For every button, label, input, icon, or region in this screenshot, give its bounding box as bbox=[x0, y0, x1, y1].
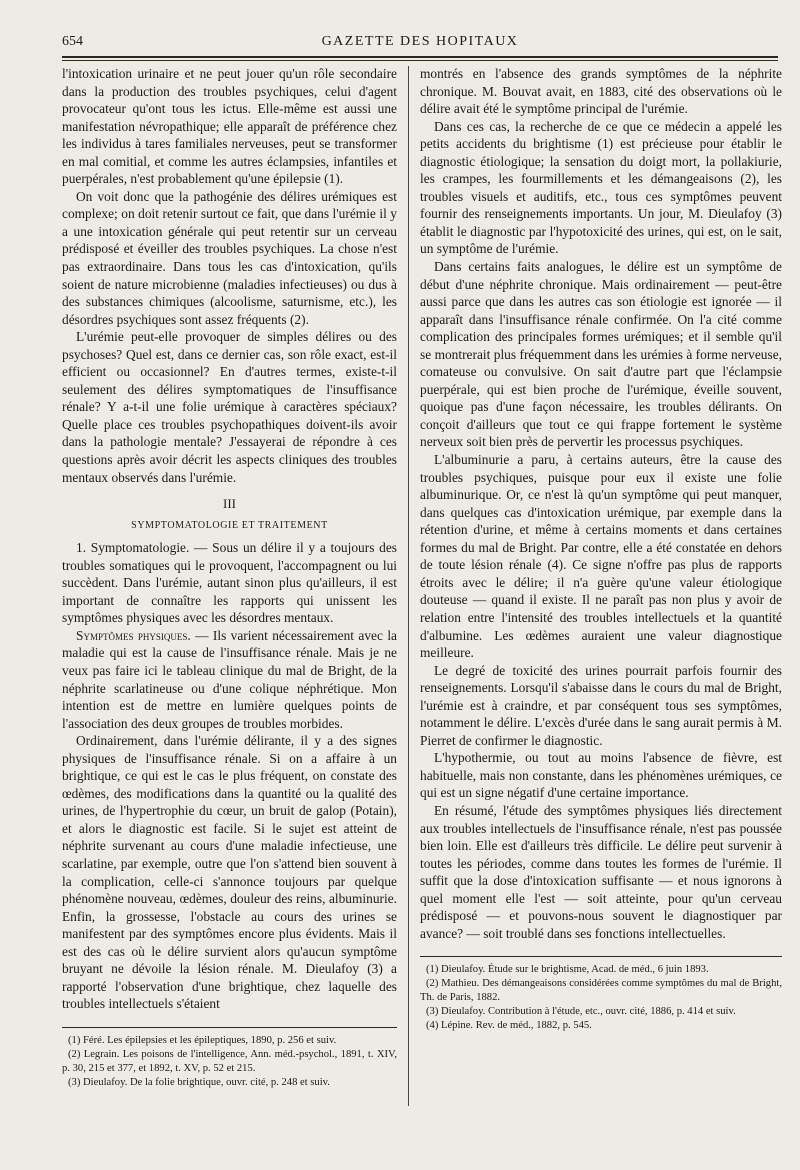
page-header bbox=[62, 34, 778, 58]
paragraph: En résumé, l'étude des symptômes physiques liés directement aux troubles intellectuels de l'insuffisance rénale, n'est pas poussée bien loin. Elle est d'ailleurs très difficile. Le délire peut survenir à toutes les périodes, comme dans toutes les formes de l'urémie. Il suffit que la dose d'intoxication suffisante — et nous ignorons à quel moment elle l'est — soit atteinte, pour qu'un cerveau prédisposé — et pouvons-nous souvent le diagnostiquer par avance? — soit troublé dans ses fonctions intellectuelles. bbox=[420, 802, 782, 941]
paragraph: Le degré de toxicité des urines pourrait parfois fournir des renseignements. Lorsqu'il s'abaisse dans le cours du mal de Bright, l'urémie est à craindre, et par conséquent tous ses symptômes, notamment le délire. L'excès d'urée dans le sang aurait permis à M. Pierret de confirmer le diagnostic. bbox=[420, 662, 782, 748]
footnote: (1) Dieulafoy. Étude sur le brightisme, Acad. de méd., 6 juin 1893. bbox=[426, 964, 709, 976]
paragraph-body: — Ils varient nécessairement avec la maladie qui est la cause de l'insuffisance rénale. Mais je ne veux pas faire ici le tableau clinique du mal de Bright, de la néphrite scarlatineuse ou d'une colique néphrétique. Mon intention est de mettre en lumière quelques points de l'association des deux groupes de troubles morbides. bbox=[62, 627, 397, 731]
header-rule-thick bbox=[62, 56, 778, 58]
paragraph: L'albuminurie a paru, à certains auteurs, être la cause des troubles psychiques, puisque pour eux il existe une folie albuminurique. Or, ce n'est là qu'un symptôme qui peut manquer, dans quelques cas d'intoxication urémique, par exemple dans la rétention d'urine, et même à certains moments et dans certaines formes du mal de Bright. Par contre, elle a été constatée en dehors de toute lésion rénale (4). Ce signe n'offre pas plus de rapports étroits avec le délire; il n'a guère qu'une valeur étiologique douteuse — quand il existe. Il ne paraît pas non plus y avoir de relation entre l'intensité des troubles intellectuels et la quantité d'albumine. Les œdèmes auraient une valeur diagnostique meilleure. bbox=[420, 452, 782, 661]
paragraph: Dans ces cas, la recherche de ce que ce médecin a appelé les petits accidents du brightisme (1) est précieuse pour établir le diagnostic étiologique; la sensation du doigt mort, la pollakiurie, les crampes, les fourmillements et les démangeaisons (2), les troubles visuels et auditifs, etc., tous ces symptômes peuvent fournir des renseignements importants. Un jour, M. Dieulafoy (3) établit le diagnostic par l'hypotoxicité des urines, qui est, on le sait, un symptôme de l'urémie. bbox=[420, 118, 782, 257]
journal-title: GAZETTE DES HOPITAUX bbox=[321, 34, 519, 49]
left-column bbox=[62, 65, 397, 1090]
paragraph-with-lead bbox=[62, 627, 397, 732]
section-number: III bbox=[223, 496, 236, 512]
paragraph: Dans certains faits analogues, le délire est un symptôme de début d'une néphrite chronique. Mais ordinairement — peut-être aussi parce que dans les autres cas son étiologie est ignorée — il apparaît dans l'insuffisance rénale confirmée. On l'a cité comme complication des principales formes urémiques; et il semble qu'il se montrerait plus fréquemment dans les urémies à forme nerveuse, comateuse ou convulsive. On sait d'autre part que l'éclampsie puerpérale, qui est bien proche de l'urémique, éveille souvent, quoique pas d'une façon nécessaire, les troubles délirants. On conçoit d'ailleurs que tout ce qui frappe fortement le système nerveux soit bien près de pervertir les processus psychiques. bbox=[420, 259, 782, 450]
footnote-rule bbox=[62, 1027, 397, 1028]
footnote: (4) Lépine. Rev. de méd., 1882, p. 545. bbox=[426, 1020, 592, 1032]
paragraph: l'intoxication urinaire et ne peut jouer qu'un rôle secondaire dans la production des troubles psychiques, celui d'agent provocateur qu'ont tous les ictus. Elle-même est aussi une manifestation névropathique; elle apparaît de préférence chez les individus à tares familiales nerveuses, peut se transformer en mal comitial, et comme les autres éclampsies, infantiles et puerpérales, n'est probablement qu'une épilepsie (1). bbox=[62, 66, 397, 187]
column-divider bbox=[408, 66, 409, 1106]
paragraph: Ordinairement, dans l'urémie délirante, il y a des signes physiques de l'insuffisance rénale. Si on a affaire à un brightique, ce qui est le cas le plus fréquent, on constate des œdèmes, des modifications dans la quantité ou la qualité des urines, de l'hypertrophie du cœur, un bruit de galop (Potain), et alors le diagnostic est facile. Si le sujet est atteint de néphrite survenant au cours d'une maladie infectieuse, une scarlatine, par exemple, outre que l'on s'attend bien souvent à la complication, celle-ci s'annonce toujours par quelque phénomène nouveau, œdèmes, douleur des reins, albuminurie. Enfin, la grossesse, l'obstacle au cours des urines se manifestent par des symptômes encore plus évidents. Mais il est des cas où le délire survient alors qu'aucun symptôme bruyant ne dévoile la lésion rénale. M. Dieulafoy (3) a rapporté l'observation d'une brightique, chez laquelle des troubles intellectuels s'étaient bbox=[62, 733, 397, 1012]
right-column bbox=[420, 65, 782, 1033]
paragraph: montrés en l'absence des grands symptômes de la néphrite chronique. M. Bouvat avait, en 1883, cité des observations où le délire avait été le symptôme principal de l'urémie. bbox=[420, 66, 782, 117]
footnote: (1) Féré. Les épilepsies et les épileptiques, 1890, p. 256 et suiv. bbox=[68, 1034, 337, 1046]
paragraph: On voit donc que la pathogénie des délires urémiques est complexe; on doit retenir surtout ce fait, que dans l'urémie il y a une intoxication générale qui peut retentir sur un cerveau prédisposé et éveiller des troubles psychiques. La chose n'est pas extraordinaire. Dans tous les cas d'intoxication, qu'ils soient de nature microbienne (maladies infectieuses) ou dus à des substances chimiques (alcoolisme, saturnisme, etc.), les désordres psychiques sont assez fréquents (2). bbox=[62, 188, 397, 327]
paragraph: L'hypothermie, ou tout au moins l'absence de fièvre, est habituelle, mais non constante, dans les phénomènes urémiques, ce qui est un signe négatif d'une certaine importance. bbox=[420, 750, 782, 801]
section-title: SYMPTOMATOLOGIE ET TRAITEMENT bbox=[131, 520, 328, 532]
footnote-rule bbox=[420, 956, 782, 957]
paragraph-lead: Symptômes physiques. bbox=[76, 627, 191, 643]
footnote: (2) Legrain. Les poisons de l'intelligence, Ann. méd.-psychol., 1891, t. XIV, p. 30, 215 et 377, et 1892, t. XV, p. 52 et 215. bbox=[62, 1048, 397, 1074]
page-number: 654 bbox=[62, 34, 83, 49]
footnote: (3) Dieulafoy. De la folie brightique, ouvr. cité, p. 248 et suiv. bbox=[68, 1076, 330, 1088]
paragraph: L'urémie peut-elle provoquer de simples délires ou des psychoses? Quel est, dans ce dernier cas, son rôle exact, est-il efficient ou occasionnel? En d'autres termes, existe-t-il seulement des délires symptomatiques de l'insuffisance rénale? Y a-t-il une folie urémique à caractères spéciaux? Quelle place ces troubles psychopathiques doivent-ils avoir dans la pathologie mentale? J'essayerai de répondre à ces questions après avoir décrit les aspects cliniques des troubles mentaux observés dans l'urémie. bbox=[62, 329, 397, 485]
header-rule-thin bbox=[62, 60, 778, 61]
footnote: (2) Mathieu. Des démangeaisons considérées comme symptômes du mal de Bright, Th. de Paris, 1882. bbox=[420, 978, 782, 1004]
footnote: (3) Dieulafoy. Contribution à l'étude, etc., ouvr. cité, 1886, p. 414 et suiv. bbox=[426, 1006, 736, 1018]
paragraph: 1. Symptomatologie. — Sous un délire il y a toujours des troubles somatiques qui le provoquent, l'accompagnent ou lui succèdent. Dans l'urémie, autant sinon plus qu'ailleurs, il est important de connaître les rapports qui unissent les symptômes physiques avec les désordres mentaux. bbox=[62, 540, 397, 626]
